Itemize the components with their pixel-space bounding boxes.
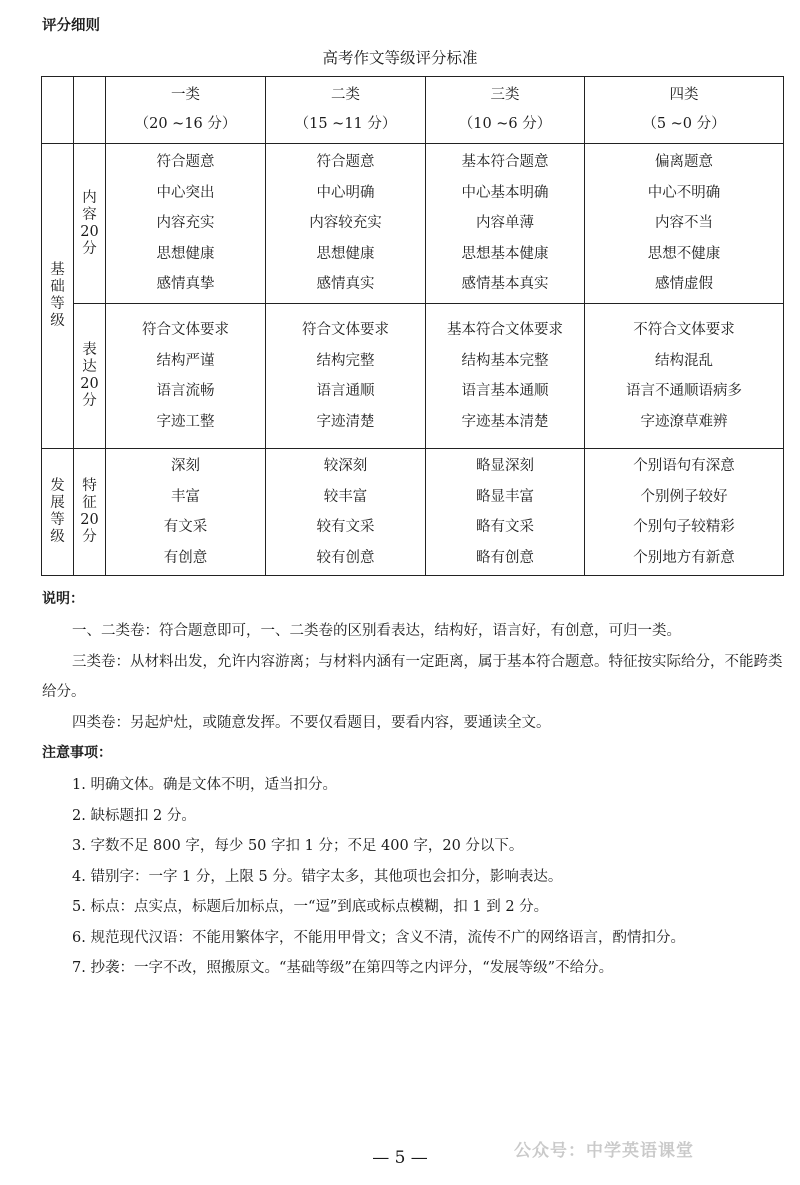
group-label-basic: 基 础 等 级 [42,144,74,449]
table-row-expression [42,304,784,449]
category-header: 一类 （20 ~16 分） [106,77,266,144]
corner-cell [42,77,74,144]
category-header: 二类 （15 ~11 分） [266,77,426,144]
notice-item: 6. 规范现代汉语：不能用繁体字，不能用甲骨文；含义不清，流传不广的网络语言，酌情扣分。 [72,929,685,946]
category-header: 三类 （10 ~6 分） [426,77,585,144]
criteria-cell: 略显深刻 略显丰富 略有文采 略有创意 [426,449,585,576]
watermark: 公众号：中学英语课堂 [514,1141,694,1161]
notice-item: 5. 标点：点实点，标题后加标点，一“逗”到底或标点模糊，扣 1 到 2 分。 [72,899,549,915]
criteria-cell: 较深刻 较丰富 较有文采 较有创意 [266,449,426,576]
notes-section [42,588,788,984]
table-title: 高考作文等级评分标准 [322,49,478,67]
explanation-heading: 说明： [42,591,84,607]
notice-item: 3. 字数不足 800 字，每少 50 字扣 1 分；不足 400 字，20 分以下。 [72,838,524,854]
row-label-content: 内 容 20 分 [74,144,106,304]
explanation-paragraph: 三类卷：从材料出发，允许内容游离；与材料内涵有一定距离，属于基本符合题意。特征按实际给分，不能跨类给分。 [42,653,783,700]
notice-item: 7. 抄袭：一字不改，照搬原文。“基础等级”在第四等之内评分，“发展等级”不给分。 [72,960,614,976]
corner-cell [74,77,106,144]
group-label-develop: 发 展 等 级 [42,449,74,576]
criteria-cell: 个别语句有深意 个别例子较好 个别句子较精彩 个别地方有新意 [585,449,784,576]
criteria-cell: 符合题意 中心突出 内容充实 思想健康 感情真挚 [106,144,266,304]
page-number: — 5 — [372,1148,428,1168]
criteria-cell: 符合文体要求 结构完整 语言通顺 字迹清楚 [266,304,426,449]
criteria-cell: 不符合文体要求 结构混乱 语言不通顺语病多 字迹潦草难辨 [585,304,784,449]
table-header-row [42,77,784,144]
criteria-cell: 基本符合文体要求 结构基本完整 语言基本通顺 字迹基本清楚 [426,304,585,449]
criteria-cell: 偏离题意 中心不明确 内容不当 思想不健康 感情虚假 [585,144,784,304]
row-label-feature: 特 征 20 分 [74,449,106,576]
section-title: 评分细则 [42,18,100,34]
scoring-table [41,76,784,576]
row-label-expression: 表 达 20 分 [74,304,106,449]
table-row-content [42,144,784,304]
notice-item: 1. 明确文体。确是文体不明，适当扣分。 [72,777,337,793]
explanation-paragraph: 四类卷：另起炉灶，或随意发挥。不要仅看题目，要看内容，要通读全文。 [72,714,551,731]
notice-item: 2. 缺标题扣 2 分。 [72,807,196,824]
explanation-paragraph: 一、二类卷：符合题意即可，一、二类卷的区别看表达，结构好，语言好，有创意，可归一类。 [72,623,681,639]
criteria-cell: 符合题意 中心明确 内容较充实 思想健康 感情真实 [266,144,426,304]
criteria-cell: 深刻 丰富 有文采 有创意 [106,449,266,576]
table-row-feature [42,449,784,576]
criteria-cell: 基本符合题意 中心基本明确 内容单薄 思想基本健康 感情基本真实 [426,144,585,304]
notice-item: 4. 错别字：一字 1 分，上限 5 分。错字太多，其他项也会扣分，影响表达。 [72,868,563,885]
criteria-cell: 符合文体要求 结构严谨 语言流畅 字迹工整 [106,304,266,449]
notices-heading: 注意事项： [42,745,112,761]
category-header: 四类 （5 ~0 分） [585,77,784,144]
